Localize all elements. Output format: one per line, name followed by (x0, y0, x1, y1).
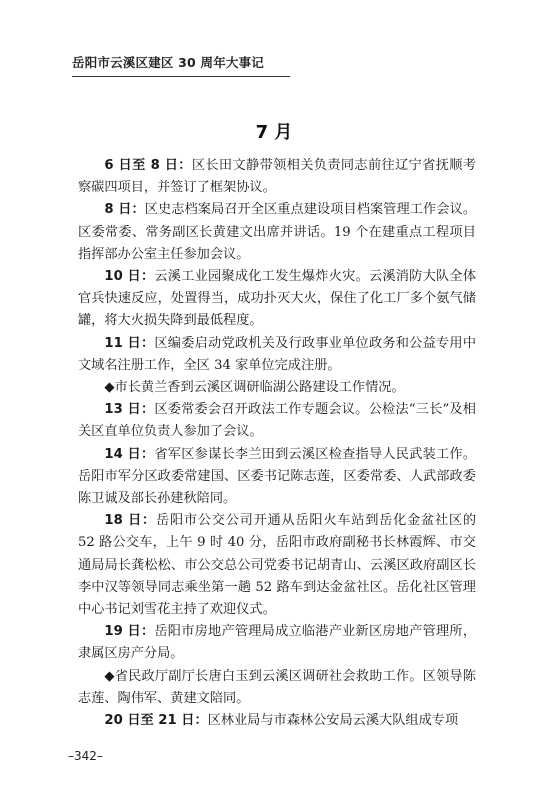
entry-separator: ： (140, 269, 155, 285)
entry-paragraph (78, 333, 476, 377)
entry-paragraph (78, 666, 476, 710)
entry-date: 10 日 (104, 269, 141, 285)
entry-paragraph (78, 621, 476, 665)
entry-separator: ： (194, 713, 208, 729)
entry-text: 区林业局与市森林公安局云溪大队组成专项 (207, 713, 459, 729)
entry-text: 区编委启动党政机关及行政事业单位政务和公益专用中文域名注册工作，全区 34 家单位完成注册。 (78, 335, 477, 373)
entry-paragraph (78, 444, 476, 511)
entry-text: 云溪工业园聚成化工发生爆炸火灾。云溪消防大队全体官兵快速反应，处置得当，成功扑灭大火，保住了化工厂多个氨气储罐，将大火损失降到最低程度。 (78, 269, 477, 329)
header-divider (72, 76, 290, 77)
entry-separator: ： (140, 446, 155, 462)
entry-date: 18 日 (104, 513, 143, 529)
entry-separator: ： (142, 513, 156, 529)
entry-text: 岳阳市公交公司开通从岳阳火车站到岳化金盆社区的 52 路公交车，上午 9 时 40 分，岳阳市政府副秘书长林霞辉、市交通局局长龚松松、市公交总公司党委书记胡青山、云溪区政府副区长李中汉等领导同志乘坐第一趟 52 路车到达金盆社区。岳化社区管理中心书记刘雪花主持了欢迎仪式。 (78, 513, 477, 618)
entry-date: 20 日至 21 日 (104, 713, 195, 729)
month-heading: 7 月 (255, 122, 293, 143)
entry-paragraph (78, 377, 476, 399)
entry-date: 8 日 (104, 202, 132, 218)
entry-text: 省军区参谋长李兰田到云溪区检查指导人民武装工作。岳阳市军分区政委常建国、区委书记陈志莲，区委常委、人武部政委陈卫诚及部长孙建秋陪同。 (78, 446, 477, 507)
entry-paragraph (78, 155, 476, 199)
entry-text: 区史志档案局召开全区重点建设项目档案管理工作会议。区委常委、常务副区长黄建文出席并讲话。19 个在建重点工程项目指挥部办公室主任参加会议。 (78, 202, 477, 262)
entry-paragraph (78, 399, 476, 443)
entry-date: 11 日 (104, 335, 141, 351)
entry-separator: ： (140, 335, 155, 351)
entry-text: 区长田文静带领相关负责同志前往辽宁省抚顺考察碳四项目，并签订了框架协议。 (78, 158, 477, 196)
entry-text: ◆市长黄兰香到云溪区调研临湖公路建设工作情况。 (104, 380, 405, 396)
entry-date: 6 日至 8 日 (104, 158, 179, 173)
entry-separator: ： (140, 402, 155, 418)
entry-paragraph (78, 510, 476, 621)
entry-date: 19 日 (104, 624, 141, 640)
entry-separator: ： (178, 158, 192, 173)
page-number: –342– (68, 749, 103, 763)
entry-date: 14 日 (104, 446, 141, 462)
entry-text: ◆省民政厅副厅长唐白玉到云溪区调研社会救助工作。区领导陈志莲、陶伟军、黄建文陪同。 (78, 668, 476, 706)
chronicle-body (78, 155, 476, 732)
entry-paragraph (78, 199, 476, 266)
entry-text: 岳阳市房地产管理局成立临港产业新区房地产管理所，隶属区房产分局。 (78, 624, 477, 662)
entry-separator: ： (131, 202, 145, 218)
running-header: 岳阳市云溪区建区 30 周年大事记 (72, 55, 264, 70)
entry-separator: ： (140, 624, 155, 640)
entry-text: 区委常委会召开政法工作专题会议。公检法“三长”及相关区直单位负责人参加了会议。 (78, 402, 476, 440)
entry-paragraph (78, 710, 476, 732)
entry-date: 13 日 (104, 402, 141, 418)
entry-paragraph (78, 266, 476, 333)
